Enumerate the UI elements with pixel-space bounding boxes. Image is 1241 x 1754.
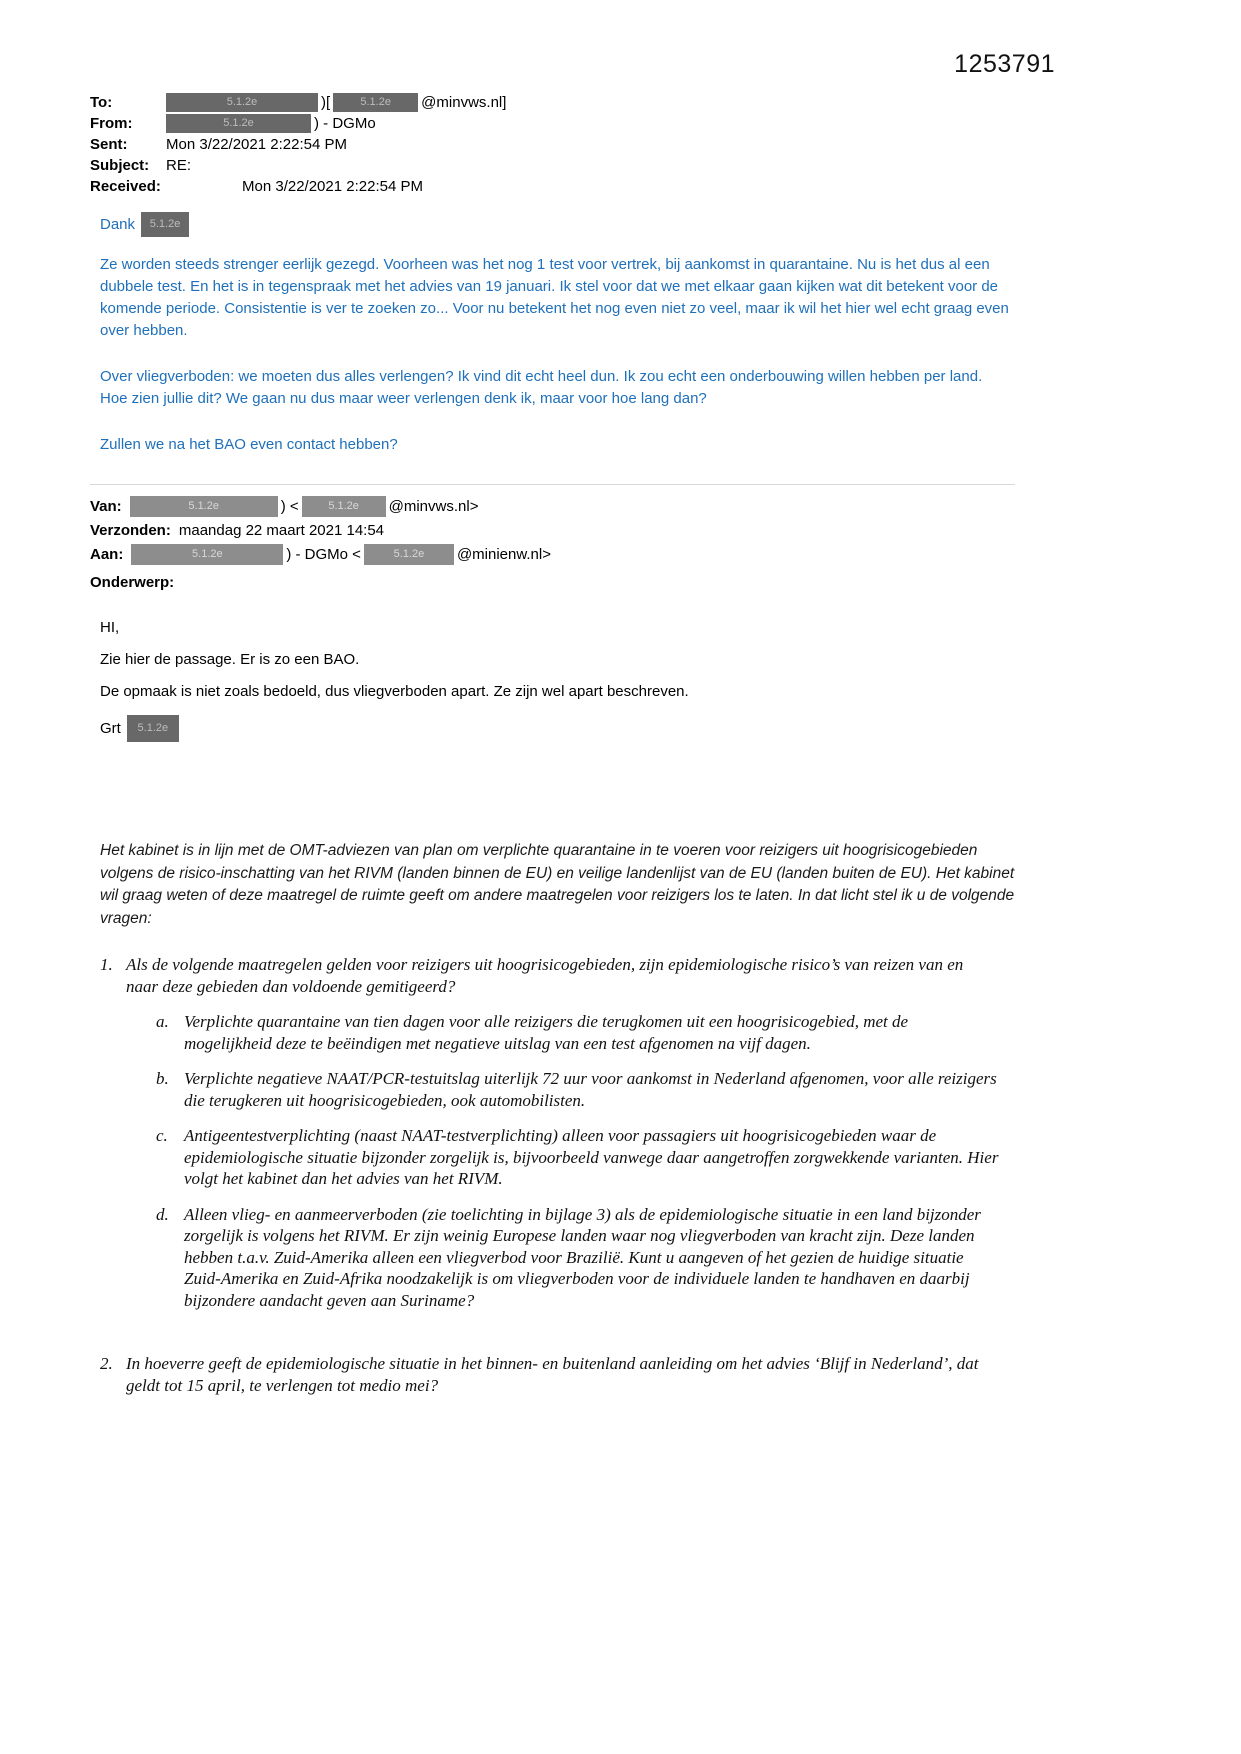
question-list <box>100 954 1015 1396</box>
verzonden-label: Verzonden: <box>90 521 171 539</box>
subquestion-letter: b. <box>156 1069 169 1088</box>
question-text: In hoeverre geeft de epidemiologische situatie in het binnen- en buitenland aanleiding om het advies ‘Blijf in Nederland’, dat geldt tot 15 april, te verlengen tot medio mei? <box>126 1354 979 1395</box>
sent-label: Sent: <box>90 136 128 153</box>
aan-domain-text: @minienw.nl> <box>456 545 551 563</box>
email-header-quoted <box>90 484 1015 593</box>
redaction-box: 5.1.2e <box>302 496 386 517</box>
quoted-paragraph-3: De opmaak is niet zoals bedoeld, dus vliegverboden apart. Ze zijn wel apart beschreven. <box>100 683 689 700</box>
subquestion-c <box>156 1125 1015 1190</box>
subquestion-text: Verplichte negatieve NAAT/PCR-testuitslag uiterlijk 72 uur voor aankomst in Nederland afgenomen, voor alle reizigers die terugkeren uit hoogrisicogebieden, ook automobilisten. <box>184 1069 997 1110</box>
header-row-from <box>90 114 1015 133</box>
redaction-box: 5.1.2e <box>364 544 454 565</box>
onderwerp-label: Onderwerp: <box>90 573 175 591</box>
van-mid-text: ) < <box>280 497 299 515</box>
subquestion-d <box>156 1204 1015 1312</box>
from-tail-text: ) - DGMo <box>314 115 376 132</box>
redaction-box: 5.1.2e <box>127 715 179 742</box>
subject-label: Subject: <box>90 157 150 174</box>
subquestion-a <box>156 1011 1015 1054</box>
question-1 <box>100 954 1015 997</box>
header-row-subject <box>90 156 1015 175</box>
received-value: Mon 3/22/2021 2:22:54 PM <box>242 178 423 195</box>
quoted-body <box>90 619 1015 742</box>
header-row-to <box>90 93 1015 112</box>
from-label: From: <box>90 115 133 132</box>
email-content <box>90 93 1015 1396</box>
header-row-received <box>90 177 1015 196</box>
redaction-box: 5.1.2e <box>166 114 311 133</box>
subquestion-text: Verplichte quarantaine van tien dagen voor alle reizigers die terugkomen uit een hoogrisicogebied, met de mogelijkheid deze te beëindigen met negatieve uitslag van een test afgenomen na vijf dagen. <box>184 1012 909 1053</box>
header-row-van <box>90 495 1015 517</box>
quoted-paragraph-1: HI, <box>100 619 120 636</box>
passage-section <box>90 840 1015 1396</box>
van-label: Van: <box>90 497 122 515</box>
header-row-sent <box>90 135 1015 154</box>
subquestion-letter: d. <box>156 1204 169 1224</box>
header-row-onderwerp <box>90 571 1015 593</box>
greeting-row <box>90 212 1015 237</box>
subquestion-letter: a. <box>156 1012 169 1031</box>
question-1-sublist <box>156 1011 1015 1311</box>
quoted-paragraph-2: Zie hier de passage. Er is zo een BAO. <box>100 651 360 668</box>
subquestion-text: Alleen vlieg- en aanmeerverboden (zie toelichting in bijlage 3) als de epidemiologische situatie in een land bijzonder zorgelijk is volgens het RIVM. Er zijn weinig Europese landen waar nog vliegverboden van kracht zijn. Deze landen hebben t.a.v. Zuid-Amerika alleen een vliegverbod voor Brazilië. Kunt u aangeven of het gezien de huidige situatie Zuid-Amerika en Zuid-Afrika noodzakelijk is om vliegverboden voor de individuele landen te handhaven en daarbij bijzondere aandacht geven aan Suriname? <box>184 1204 981 1310</box>
sent-value: Mon 3/22/2021 2:22:54 PM <box>166 136 347 153</box>
subquestion-text: Antigeentestverplichting (naast NAAT-testverplichting) alleen voor passagiers uit hoogrisicogebieden waar de epidemiologische situatie bijzonder zorgelijk is, bijvoorbeeld vanwege daar aangetroffen zorgwekkende varianten. Hier volgt het kabinet dan het advies van het RIVM. <box>184 1126 999 1188</box>
redaction-box: 5.1.2e <box>333 93 418 112</box>
question-number: 2. <box>100 1354 113 1373</box>
redaction-box: 5.1.2e <box>141 212 189 237</box>
question-2 <box>100 1353 1015 1396</box>
to-mid-text: )[ <box>321 94 331 111</box>
to-label: To: <box>90 94 113 111</box>
redaction-box: 5.1.2e <box>166 93 318 112</box>
redaction-box: 5.1.2e <box>130 496 278 517</box>
header-row-verzonden <box>90 519 1015 541</box>
passage-intro: Het kabinet is in lijn met de OMT-adviezen van plan om verplichte quarantaine in te voeren voor reizigers uit hoogrisicogebieden volgens de risico-inschatting van het RIVM (landen binnen de EU) en veilige landenlijst van de EU (landen buiten de EU). Het kabinet wil graag weten of deze maatregel de ruimte geeft om andere maatregelen voor reizigers los te laten. In dat licht stel ik u de volgende vragen: <box>100 842 1015 927</box>
question-text: Als de volgende maatregelen gelden voor reizigers uit hoogrisicogebieden, zijn epidemiologische risico’s van reizen van en naar deze gebieden dan voldoende gemitigeerd? <box>126 955 964 996</box>
reply-body <box>90 212 1015 456</box>
signoff-row <box>100 715 1015 742</box>
subquestion-letter: c. <box>156 1126 168 1145</box>
reply-paragraph-2: Over vliegverboden: we moeten dus alles verlengen? Ik vind dit echt heel dun. Ik zou echt een onderbouwing willen hebben per land. Hoe zien jullie dit? We gaan nu dus maar weer verlengen denk ik, maar voor hoe lang dan? <box>100 368 983 407</box>
received-label: Received: <box>90 178 161 195</box>
signoff-text: Grt <box>100 720 121 737</box>
reply-paragraph-1: Ze worden steeds strenger eerlijk gezegd. Voorheen was het nog 1 test voor vertrek, bij aankomst in quarantaine. Nu is het dus al een dubbele test. En het is in tegenspraak met het advies van 19 januari. Ik stel voor dat we met elkaar gaan kijken wat dit betekent voor de komende periode. Consistentie is ver te zoeken zo... Voor nu betekent het nog even niet zo veel, maar ik wil het hier wel echt graag even over hebben. <box>100 256 1009 339</box>
reply-paragraph-3: Zullen we na het BAO even contact hebben? <box>100 436 398 453</box>
doc-number: 1253791 <box>954 50 1055 78</box>
aan-mid-text: ) - DGMo < <box>286 545 361 563</box>
header-row-aan <box>90 543 1015 565</box>
verzonden-value: maandag 22 maart 2021 14:54 <box>178 521 385 539</box>
question-number: 1. <box>100 955 113 974</box>
subject-value: RE: <box>166 157 192 174</box>
email-header-top <box>90 93 1015 196</box>
greeting-text: Dank <box>100 215 136 233</box>
redaction-box: 5.1.2e <box>131 544 283 565</box>
to-domain-text: @minvws.nl] <box>421 94 507 111</box>
subquestion-b <box>156 1068 1015 1111</box>
van-domain-text: @minvws.nl> <box>388 497 479 515</box>
aan-label: Aan: <box>90 545 124 563</box>
